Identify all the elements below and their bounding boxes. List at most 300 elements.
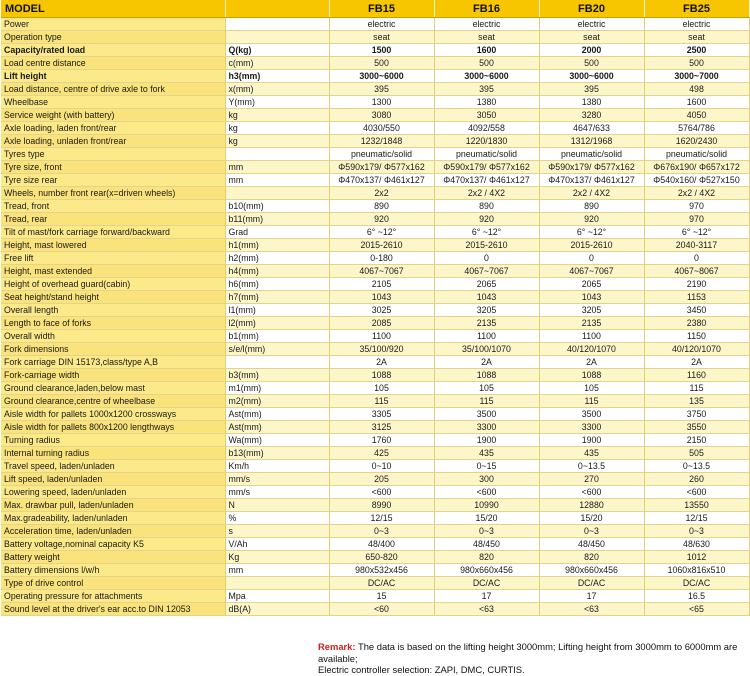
row-value: 13550: [644, 499, 749, 512]
table-row: [1, 525, 749, 538]
row-value: 980x660x456: [434, 564, 539, 577]
row-value: 12/15: [329, 512, 434, 525]
table-row: [1, 265, 749, 278]
row-label: Battery dimensions l/w/h: [1, 564, 225, 577]
row-value: 435: [539, 447, 644, 460]
unit-header: [225, 0, 329, 18]
row-label: Ground clearance,laden,below mast: [1, 382, 225, 395]
row-unit: mm: [225, 161, 329, 174]
row-label: Internal turning radius: [1, 447, 225, 460]
row-value: 15/20: [434, 512, 539, 525]
row-value: 2A: [644, 356, 749, 369]
table-row: [1, 291, 749, 304]
row-unit: c(mm): [225, 57, 329, 70]
row-value: 48/450: [434, 538, 539, 551]
row-label: Lift height: [1, 70, 225, 83]
row-value: 0~13.5: [539, 460, 644, 473]
row-unit: [225, 187, 329, 200]
row-value: 1620/2430: [644, 135, 749, 148]
row-unit: mm: [225, 564, 329, 577]
row-value: electric: [539, 18, 644, 31]
row-unit: b11(mm): [225, 213, 329, 226]
row-value: <600: [434, 486, 539, 499]
row-value: 115: [539, 395, 644, 408]
row-value: 1100: [539, 330, 644, 343]
row-value: 970: [644, 200, 749, 213]
row-label: Tyre size, front: [1, 161, 225, 174]
row-value: 1043: [434, 291, 539, 304]
row-value: 3125: [329, 421, 434, 434]
row-value: 2x2 / 4X2: [539, 187, 644, 200]
row-unit: kg: [225, 135, 329, 148]
table-row: [1, 382, 749, 395]
row-value: 2380: [644, 317, 749, 330]
row-unit: kg: [225, 122, 329, 135]
row-value: 2015-2610: [539, 239, 644, 252]
row-value: electric: [434, 18, 539, 31]
row-value: 1043: [329, 291, 434, 304]
row-value: 115: [644, 382, 749, 395]
row-value: 12880: [539, 499, 644, 512]
table-row: [1, 57, 749, 70]
row-value: 1160: [644, 369, 749, 382]
table-row: [1, 122, 749, 135]
row-value: 2x2 / 4X2: [644, 187, 749, 200]
row-value: 435: [434, 447, 539, 460]
row-value: 1500: [329, 44, 434, 57]
row-value: 2105: [329, 278, 434, 291]
table-row: [1, 590, 749, 603]
table-row: [1, 187, 749, 200]
row-unit: Mpa: [225, 590, 329, 603]
row-value: 40/120/1070: [539, 343, 644, 356]
row-value: 2065: [434, 278, 539, 291]
row-label: Capacity/rated load: [1, 44, 225, 57]
row-label: Tread, rear: [1, 213, 225, 226]
row-label: Load distance, centre of drive axle to fork: [1, 83, 225, 96]
row-value: 2x2 / 4X2: [434, 187, 539, 200]
row-value: pneumatic/solid: [644, 148, 749, 161]
row-value: 1900: [434, 434, 539, 447]
table-row: [1, 161, 749, 174]
row-value: 0~3: [434, 525, 539, 538]
row-label: Tilt of mast/fork carriage forward/backward: [1, 226, 225, 239]
row-value: 650-820: [329, 551, 434, 564]
row-label: Battery weight: [1, 551, 225, 564]
row-value: 4647/633: [539, 122, 644, 135]
row-value: 0: [644, 252, 749, 265]
table-row: [1, 18, 749, 31]
row-unit: [225, 31, 329, 44]
table-row: [1, 421, 749, 434]
row-label: Max. drawbar pull, laden/unladen: [1, 499, 225, 512]
row-label: Height, mast extended: [1, 265, 225, 278]
row-value: 500: [434, 57, 539, 70]
table-row: [1, 499, 749, 512]
row-value: 3300: [434, 421, 539, 434]
row-value: seat: [329, 31, 434, 44]
row-value: 270: [539, 473, 644, 486]
row-value: electric: [329, 18, 434, 31]
row-value: 3080: [329, 109, 434, 122]
row-label: Seat height/stand height: [1, 291, 225, 304]
row-label: Axle loading, unladen front/rear: [1, 135, 225, 148]
table-row: [1, 226, 749, 239]
row-value: 300: [434, 473, 539, 486]
row-value: 3000~6000: [329, 70, 434, 83]
row-value: 2135: [539, 317, 644, 330]
row-label: Axle loading, laden front/rear: [1, 122, 225, 135]
row-value: DC/AC: [434, 577, 539, 590]
row-value: 2015-2610: [329, 239, 434, 252]
row-unit: l1(mm): [225, 304, 329, 317]
row-value: <65: [644, 603, 749, 616]
model-header-fb20: FB20: [539, 0, 644, 18]
row-label: Length to face of forks: [1, 317, 225, 330]
row-label: Lift speed, laden/unladen: [1, 473, 225, 486]
row-unit: x(mm): [225, 83, 329, 96]
row-unit: mm/s: [225, 486, 329, 499]
row-value: <600: [329, 486, 434, 499]
row-unit: m1(mm): [225, 382, 329, 395]
row-value: 2000: [539, 44, 644, 57]
row-value: 980x532x456: [329, 564, 434, 577]
remark-line-2: Electric controller selection: ZAPI, DMC, CURTIS.: [318, 664, 525, 675]
row-value: 1600: [434, 44, 539, 57]
row-value: 2040-3117: [644, 239, 749, 252]
row-value: seat: [434, 31, 539, 44]
row-unit: h2(mm): [225, 252, 329, 265]
row-label: Fork dimensions: [1, 343, 225, 356]
row-value: 105: [329, 382, 434, 395]
row-value: 4067~8067: [644, 265, 749, 278]
row-value: 0: [434, 252, 539, 265]
model-header-fb25: FB25: [644, 0, 749, 18]
row-unit: s: [225, 525, 329, 538]
table-row: [1, 473, 749, 486]
table-row: [1, 447, 749, 460]
row-value: 1060x816x510: [644, 564, 749, 577]
table-row: [1, 109, 749, 122]
specification-table: [1, 0, 750, 616]
row-value: 500: [539, 57, 644, 70]
row-value: seat: [539, 31, 644, 44]
row-value: <600: [539, 486, 644, 499]
table-row: [1, 577, 749, 590]
table-row: [1, 395, 749, 408]
table-row: [1, 135, 749, 148]
table-row: [1, 551, 749, 564]
table-row: [1, 369, 749, 382]
row-value: <600: [644, 486, 749, 499]
row-value: 2190: [644, 278, 749, 291]
table-row: [1, 200, 749, 213]
row-unit: [225, 577, 329, 590]
row-label: Sound level at the driver's ear acc.to DIN 12053: [1, 603, 225, 616]
row-value: 1312/1968: [539, 135, 644, 148]
row-value: 3550: [644, 421, 749, 434]
row-value: 17: [434, 590, 539, 603]
row-label: Tyres type: [1, 148, 225, 161]
row-value: 1088: [539, 369, 644, 382]
row-value: 2500: [644, 44, 749, 57]
row-value: Φ540x160/ Φ527x150: [644, 174, 749, 187]
table-row: [1, 96, 749, 109]
row-unit: Km/h: [225, 460, 329, 473]
row-value: 1760: [329, 434, 434, 447]
table-row: [1, 44, 749, 57]
row-value: 2A: [434, 356, 539, 369]
row-unit: Grad: [225, 226, 329, 239]
row-value: 3205: [539, 304, 644, 317]
table-row: [1, 460, 749, 473]
row-value: 1220/1830: [434, 135, 539, 148]
row-value: 0-180: [329, 252, 434, 265]
row-unit: [225, 148, 329, 161]
table-row: [1, 148, 749, 161]
row-value: 1300: [329, 96, 434, 109]
row-value: 4067~7067: [539, 265, 644, 278]
row-value: 2015-2610: [434, 239, 539, 252]
row-unit: b3(mm): [225, 369, 329, 382]
model-header-fb15: FB15: [329, 0, 434, 18]
row-value: 3500: [434, 408, 539, 421]
row-value: 920: [434, 213, 539, 226]
row-value: 3000~6000: [539, 70, 644, 83]
table-row: [1, 343, 749, 356]
row-unit: b10(mm): [225, 200, 329, 213]
row-unit: m2(mm): [225, 395, 329, 408]
table-row: [1, 304, 749, 317]
row-unit: kg: [225, 109, 329, 122]
row-unit: Wa(mm): [225, 434, 329, 447]
row-value: <63: [539, 603, 644, 616]
model-header: MODEL: [1, 0, 225, 18]
row-value: 920: [329, 213, 434, 226]
row-label: Acceleration time, laden/unladen: [1, 525, 225, 538]
row-value: 40/120/1070: [644, 343, 749, 356]
row-value: DC/AC: [329, 577, 434, 590]
row-value: 0~13.5: [644, 460, 749, 473]
row-label: Aisle width for pallets 1000x1200 crossways: [1, 408, 225, 421]
row-value: 17: [539, 590, 644, 603]
row-unit: %: [225, 512, 329, 525]
row-value: 105: [539, 382, 644, 395]
remark-line-1: [318, 641, 744, 664]
row-value: 3500: [539, 408, 644, 421]
row-value: 1043: [539, 291, 644, 304]
row-value: 3000~7000: [644, 70, 749, 83]
row-unit: h1(mm): [225, 239, 329, 252]
table-row: [1, 174, 749, 187]
row-value: 15: [329, 590, 434, 603]
row-value: 3305: [329, 408, 434, 421]
row-value: 3280: [539, 109, 644, 122]
row-value: 4092/558: [434, 122, 539, 135]
row-value: 3450: [644, 304, 749, 317]
row-label: Tyre size rear: [1, 174, 225, 187]
row-value: 2A: [539, 356, 644, 369]
row-value: 500: [644, 57, 749, 70]
row-value: 395: [434, 83, 539, 96]
row-label: Lowering speed, laden/unladen: [1, 486, 225, 499]
row-label: Wheels, number front rear(x=driven wheels): [1, 187, 225, 200]
remark-note: [318, 641, 744, 676]
table-row: [1, 70, 749, 83]
row-value: 0~15: [434, 460, 539, 473]
row-unit: l2(mm): [225, 317, 329, 330]
row-unit: h4(mm): [225, 265, 329, 278]
row-value: 2A: [329, 356, 434, 369]
row-value: 1150: [644, 330, 749, 343]
row-value: 980x660x456: [539, 564, 644, 577]
row-value: 6° ~12°: [329, 226, 434, 239]
table-row: [1, 239, 749, 252]
row-unit: s/e/l(mm): [225, 343, 329, 356]
remark-label: Remark:: [318, 641, 356, 652]
row-label: Max.gradeability, laden/unladen: [1, 512, 225, 525]
row-value: 4067~7067: [434, 265, 539, 278]
row-value: 4030/550: [329, 122, 434, 135]
row-value: 205: [329, 473, 434, 486]
row-value: 48/630: [644, 538, 749, 551]
row-value: 6° ~12°: [434, 226, 539, 239]
row-value: 12/15: [644, 512, 749, 525]
row-label: Travel speed, laden/unladen: [1, 460, 225, 473]
row-value: 0~10: [329, 460, 434, 473]
table-row: [1, 252, 749, 265]
row-value: 1012: [644, 551, 749, 564]
row-value: 3205: [434, 304, 539, 317]
row-value: 3000~6000: [434, 70, 539, 83]
table-row: [1, 83, 749, 96]
row-label: Tread, front: [1, 200, 225, 213]
row-label: Wheelbase: [1, 96, 225, 109]
model-header-fb16: FB16: [434, 0, 539, 18]
row-value: Φ590x179/ Φ577x162: [539, 161, 644, 174]
row-value: 1088: [329, 369, 434, 382]
row-value: 1380: [539, 96, 644, 109]
row-value: Φ470x137/ Φ461x127: [434, 174, 539, 187]
row-label: Power: [1, 18, 225, 31]
row-value: 395: [539, 83, 644, 96]
table-row: [1, 31, 749, 44]
row-unit: Kg: [225, 551, 329, 564]
table-row: [1, 603, 749, 616]
row-value: 498: [644, 83, 749, 96]
row-value: DC/AC: [644, 577, 749, 590]
table-row: [1, 317, 749, 330]
row-value: 1153: [644, 291, 749, 304]
row-unit: Ast(mm): [225, 421, 329, 434]
row-value: 890: [329, 200, 434, 213]
table-row: [1, 564, 749, 577]
row-value: 2x2: [329, 187, 434, 200]
row-value: 0~3: [539, 525, 644, 538]
row-value: seat: [644, 31, 749, 44]
row-label: Height of overhead guard(cabin): [1, 278, 225, 291]
row-value: 890: [539, 200, 644, 213]
row-value: 2135: [434, 317, 539, 330]
table-row: [1, 330, 749, 343]
row-value: 8990: [329, 499, 434, 512]
row-label: Fork carriage DIN 15173,class/type A,B: [1, 356, 225, 369]
row-value: 395: [329, 83, 434, 96]
row-label: Aisle width for pallets 800x1200 lengthways: [1, 421, 225, 434]
row-label: Operation type: [1, 31, 225, 44]
row-value: 35/100/1070: [434, 343, 539, 356]
row-label: Operating pressure for attachments: [1, 590, 225, 603]
row-unit: Y(mm): [225, 96, 329, 109]
row-label: Turning radius: [1, 434, 225, 447]
row-value: 1232/1848: [329, 135, 434, 148]
row-unit: b13(mm): [225, 447, 329, 460]
row-unit: h7(mm): [225, 291, 329, 304]
row-unit: mm: [225, 174, 329, 187]
table-row: [1, 213, 749, 226]
row-value: Φ470x137/ Φ461x127: [329, 174, 434, 187]
row-value: pneumatic/solid: [329, 148, 434, 161]
row-value: 505: [644, 447, 749, 460]
row-value: 820: [434, 551, 539, 564]
row-value: 890: [434, 200, 539, 213]
row-value: 6° ~12°: [539, 226, 644, 239]
row-value: 3050: [434, 109, 539, 122]
row-value: 15/20: [539, 512, 644, 525]
row-unit: h6(mm): [225, 278, 329, 291]
row-unit: [225, 356, 329, 369]
table-row: [1, 356, 749, 369]
specification-body: [1, 18, 749, 616]
row-label: Overall length: [1, 304, 225, 317]
row-value: electric: [644, 18, 749, 31]
row-label: Free lift: [1, 252, 225, 265]
row-value: Φ590x179/ Φ577x162: [329, 161, 434, 174]
row-label: Type of drive control: [1, 577, 225, 590]
row-value: 1380: [434, 96, 539, 109]
row-value: 5764/786: [644, 122, 749, 135]
row-value: 920: [539, 213, 644, 226]
row-unit: Ast(mm): [225, 408, 329, 421]
row-unit: [225, 18, 329, 31]
row-label: Battery voltage,nominal capacity K5: [1, 538, 225, 551]
row-value: 1100: [434, 330, 539, 343]
table-row: [1, 408, 749, 421]
row-value: 0~3: [644, 525, 749, 538]
row-label: Service weight (with battery): [1, 109, 225, 122]
row-value: 3300: [539, 421, 644, 434]
table-row: [1, 538, 749, 551]
row-value: 970: [644, 213, 749, 226]
table-row: [1, 278, 749, 291]
row-unit: mm/s: [225, 473, 329, 486]
row-label: Ground clearance,centre of wheelbase: [1, 395, 225, 408]
row-value: 48/400: [329, 538, 434, 551]
row-value: 48/450: [539, 538, 644, 551]
row-value: pneumatic/solid: [539, 148, 644, 161]
row-value: 820: [539, 551, 644, 564]
row-value: 4050: [644, 109, 749, 122]
row-label: Height, mast lowered: [1, 239, 225, 252]
row-value: 1100: [329, 330, 434, 343]
row-value: 0~3: [329, 525, 434, 538]
table-row: [1, 434, 749, 447]
row-unit: dB(A): [225, 603, 329, 616]
row-value: 3750: [644, 408, 749, 421]
row-value: 6° ~12°: [644, 226, 749, 239]
row-unit: V/Ah: [225, 538, 329, 551]
row-value: pneumatic/solid: [434, 148, 539, 161]
